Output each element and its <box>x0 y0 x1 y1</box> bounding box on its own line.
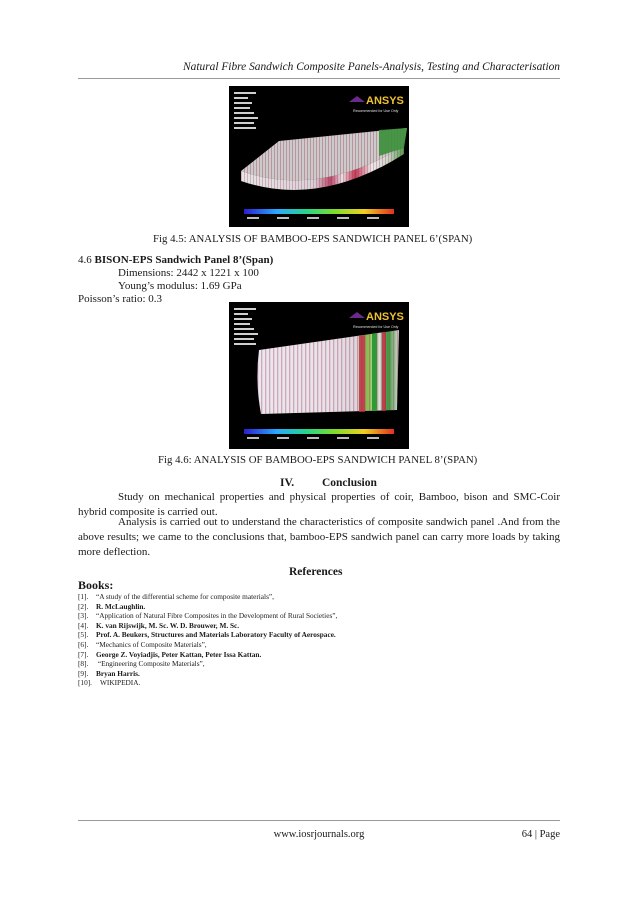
reference-number: [5]. <box>78 630 89 640</box>
reference-number: [9]. <box>78 668 89 678</box>
conclusion-title: Conclusion <box>321 477 377 489</box>
deformed-panel <box>241 128 407 190</box>
reference-item <box>78 592 560 602</box>
legend-text-block <box>234 308 258 345</box>
reference-item <box>78 630 560 640</box>
reference-number: [6]. <box>78 639 89 649</box>
conclusion-paragraph-2: Analysis is carried out to understand the characteristics of composite sandwich panel .And from the above results; we came to the conclusions that, bamboo-EPS sandwich panel can carry more loads by taking more deflection. <box>78 516 560 559</box>
ansys-logo-text: ANSYS <box>366 311 404 323</box>
section-heading-text: BISON-EPS Sandwich Panel 8’(Span) <box>94 254 274 266</box>
ansys-logo <box>349 95 404 113</box>
legend-tick-labels <box>247 437 379 439</box>
reference-text: Prof. A. Beukers, Structures and Materials Laboratory Faculty of Aerospace. <box>96 630 336 640</box>
ansys-logo-subtext: Recommended for Use Only <box>353 325 399 329</box>
legend-tick-labels <box>247 217 379 219</box>
conclusion-paragraph-1: Study on mechanical properties and physical properties of coir, Bamboo, bison and SMC-Coir hybrid composite is carried out. <box>78 491 560 519</box>
reference-item <box>78 640 560 650</box>
references-heading: References <box>289 566 343 578</box>
spec-poissons-ratio: Poisson’s ratio: 0.3 <box>78 293 163 305</box>
ansys-plot-image-1 <box>229 86 409 227</box>
figure-1-caption: Fig 4.5: ANALYSIS OF BAMBOO-EPS SANDWICH PANEL 6’(SPAN) <box>153 233 473 245</box>
reference-number: [8]. <box>78 659 89 669</box>
reference-number: [2]. <box>78 601 89 611</box>
reference-item <box>78 650 560 660</box>
section-number: 4.6 <box>78 254 92 266</box>
footer-rule <box>78 820 560 821</box>
legend-text-block <box>234 92 258 129</box>
footer-page-number: 64 | Page <box>521 829 560 840</box>
reference-number: [10]. <box>78 678 92 688</box>
reference-text: “Engineering Composite Materials”, <box>96 659 205 669</box>
figure-ansys-6ft-span <box>229 86 409 227</box>
conclusion-heading <box>280 477 377 489</box>
reference-item <box>78 621 560 631</box>
reference-text: R. McLaughlin. <box>96 601 146 611</box>
color-legend-bar <box>244 209 394 214</box>
reference-list <box>78 592 560 688</box>
books-label: Books: <box>78 578 114 592</box>
figure-2-caption: Fig 4.6: ANALYSIS OF BAMBOO-EPS SANDWICH PANEL 8’(SPAN) <box>158 454 478 466</box>
figure-ansys-8ft-span <box>229 302 409 449</box>
reference-text: “A study of the differential scheme for composite materials”, <box>96 592 274 601</box>
deformed-panel <box>257 330 399 414</box>
ansys-logo <box>349 311 404 329</box>
spec-youngs-modulus: Young’s modulus: 1.69 GPa <box>118 280 242 292</box>
ansys-logo-text: ANSYS <box>366 95 404 107</box>
reference-text: “Application of Natural Fibre Composites in the Development of Rural Societies”, <box>96 611 338 621</box>
reference-number: [4]. <box>78 620 89 630</box>
reference-text: George Z. Voyiadjis, Peter Kattan, Peter Issa Kattan. <box>96 649 262 659</box>
ansys-plot-image-2 <box>229 302 409 449</box>
spec-dimensions: Dimensions: 2442 x 1221 x 100 <box>118 267 259 279</box>
footer-url: www.iosrjournals.org <box>273 829 365 840</box>
reference-text: Bryan Harris. <box>96 668 140 678</box>
reference-number: [1]. <box>78 592 89 601</box>
color-legend-bar <box>244 429 394 434</box>
conclusion-number: IV. <box>280 477 295 489</box>
running-header-title: Natural Fibre Sandwich Composite Panels-Analysis, Testing and Characterisation <box>183 61 560 73</box>
reference-text: K. van Rijswijk, M. Sc. W. D. Brouwer, M. Sc. <box>96 620 240 630</box>
reference-item <box>78 611 560 621</box>
reference-text: WIKIPEDIA. <box>100 678 141 688</box>
reference-item <box>78 602 560 612</box>
header-rule <box>78 78 560 79</box>
reference-item <box>78 659 560 669</box>
reference-item <box>78 669 560 679</box>
reference-item <box>78 678 560 688</box>
reference-number: [3]. <box>78 611 89 621</box>
reference-text: “Mechanics of Composite Materials”, <box>96 639 207 649</box>
ansys-logo-subtext: Recommended for Use Only <box>353 109 399 113</box>
reference-number: [7]. <box>78 649 89 659</box>
